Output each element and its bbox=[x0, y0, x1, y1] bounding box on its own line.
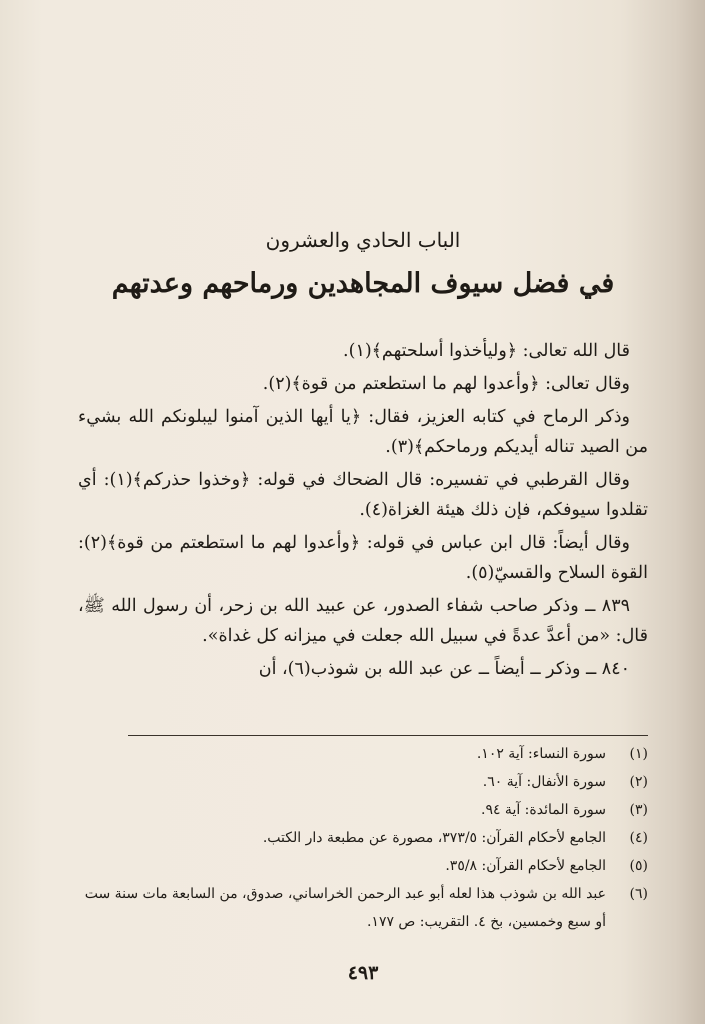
hadith-839: ٨٣٩ ــ وذكر صاحب شفاء الصدور، عن عبيد الله بن زحر، أن رسول الله ﷺ، قال: «من أعدَّ عدةً في سبيل الله جعلت في ميزانه كل غداة». bbox=[78, 596, 648, 646]
paragraph-5: وقال أيضاً: قال ابن عباس في قوله: ﴿وأعدوا لهم ما استطعتم من قوة﴾(٢): القوة السلاح والقسيّ(٥). bbox=[78, 533, 648, 583]
chapter-label: الباب الحادي والعشرون bbox=[265, 228, 461, 252]
footnote-number: (٣) bbox=[629, 802, 648, 818]
paragraph-3: وذكر الرماح في كتابه العزيز، فقال: ﴿يا أيها الذين آمنوا ليبلونكم الله بشيء من الصيد تناله أيديكم ورماحكم﴾(٣). bbox=[78, 407, 648, 457]
footnote-number: (١) bbox=[629, 746, 648, 762]
footnote-separator bbox=[128, 735, 648, 736]
page-number: ٤٩٣ bbox=[347, 962, 379, 984]
footnote-text: الجامع لأحكام القرآن: ٣٥/٨. bbox=[445, 858, 606, 874]
footnote-item bbox=[78, 768, 648, 796]
footnote-text: عبد الله بن شوذب هذا لعله أبو عبد الرحمن الخراساني، صدوق، من السابعة مات سنة ست أو سبع وخمسين، بخ ٤. التقريب: ص ١٧٧. bbox=[84, 886, 606, 930]
paragraph-4: وقال القرطبي في تفسيره: قال الضحاك في قوله: ﴿وخذوا حذركم﴾(١): أي تقلدوا سيوفكم، فإن ذلك هيئة الغزاة(٤). bbox=[78, 470, 648, 520]
footnote-number: (٢) bbox=[629, 774, 648, 790]
hadith-840: ٨٤٠ ــ وذكر ــ أيضاً ــ عن عبد الله بن شوذب(٦)، أن bbox=[258, 659, 630, 679]
footnote-item bbox=[78, 740, 648, 768]
footnote-item bbox=[78, 796, 648, 824]
footnote-number: (٥) bbox=[629, 858, 648, 874]
footnote-item bbox=[78, 824, 648, 852]
footnote-text: سورة النساء: آية ١٠٢. bbox=[476, 746, 606, 762]
paragraph-2: وقال تعالى: ﴿وأعدوا لهم ما استطعتم من قوة﴾(٢). bbox=[262, 374, 630, 394]
paragraph-1: قال الله تعالى: ﴿وليأخذوا أسلحتهم﴾(١). bbox=[343, 341, 630, 361]
footnote-number: (٤) bbox=[629, 830, 648, 846]
footnote-text: سورة المائدة: آية ٩٤. bbox=[480, 802, 606, 818]
chapter-title: في فضل سيوف المجاهدين ورماحهم وعدتهم bbox=[111, 268, 615, 299]
footnote-item bbox=[78, 852, 648, 880]
main-text bbox=[78, 336, 648, 687]
footnote-text: سورة الأنفال: آية ٦٠. bbox=[482, 774, 606, 790]
footnote-text: الجامع لأحكام القرآن: ٣٧٣/٥، مصورة عن مطبعة دار الكتب. bbox=[262, 830, 606, 846]
footnote-item bbox=[78, 880, 648, 936]
footnotes bbox=[78, 740, 648, 936]
footnote-number: (٦) bbox=[629, 886, 648, 902]
page-content bbox=[78, 0, 648, 1024]
